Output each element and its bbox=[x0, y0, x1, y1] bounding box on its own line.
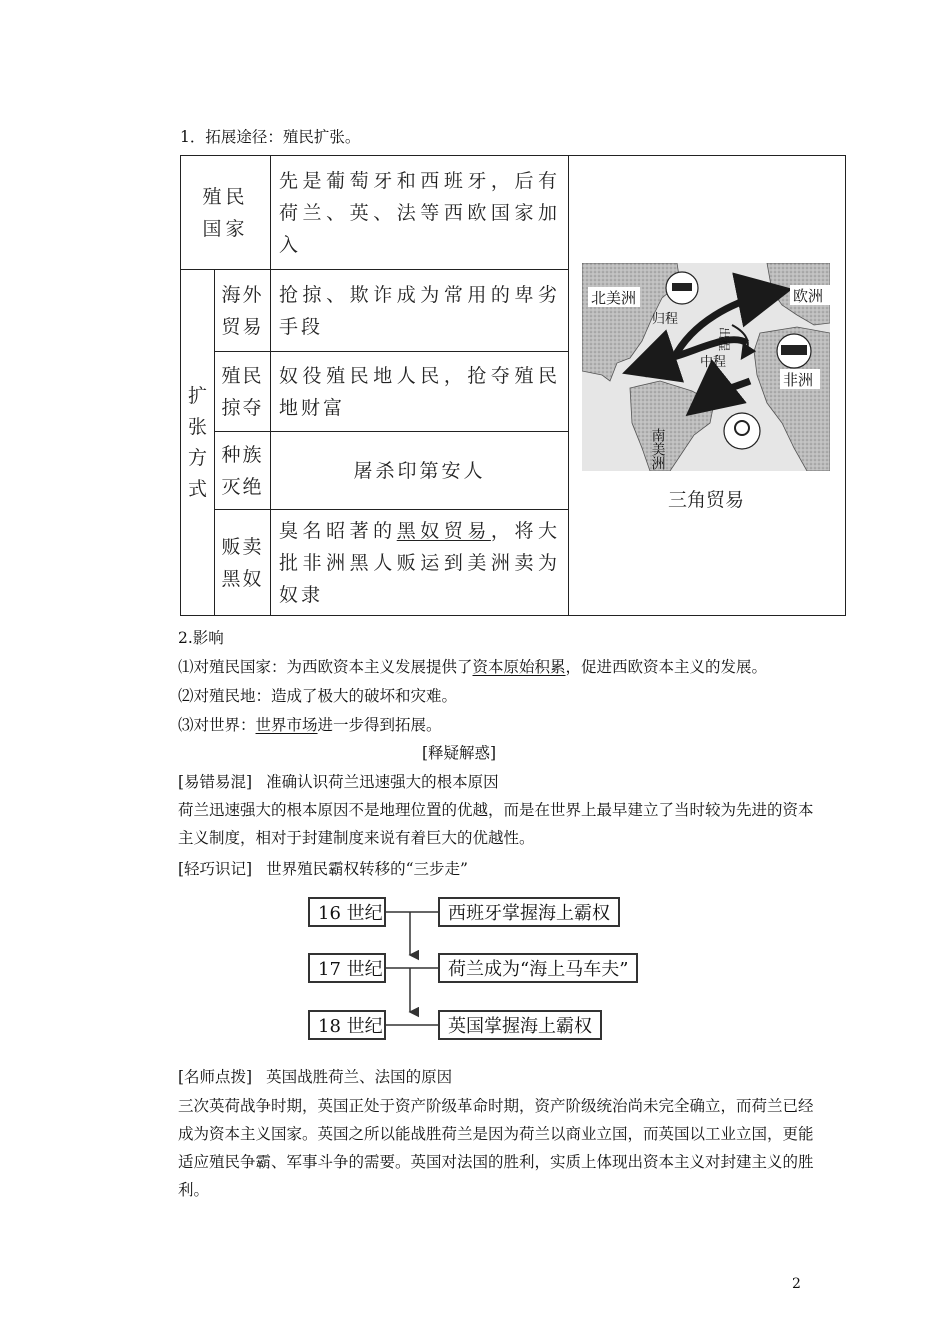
event-box-spain: 西班牙掌握海上霸权 bbox=[438, 897, 620, 927]
tip-confusion-body: 荷兰迅速强大的根本原因不是地理位置的优越，而是在世界上最早建立了当时较为先进的资本主义制度，相对于封建制度来说有着巨大的优越性。 bbox=[178, 801, 814, 847]
impact-item-3: ⑶对世界：世界市场进一步得到拓展。 bbox=[178, 716, 442, 734]
cell-genocide-content: 屠杀印第安人 bbox=[271, 432, 569, 510]
page-number: 2 bbox=[792, 1276, 801, 1292]
map-label-middle: 中程 bbox=[700, 354, 727, 369]
slave-trade-term: 黑奴贸易 bbox=[396, 519, 491, 542]
event-box-britain: 英国掌握海上霸权 bbox=[438, 1010, 602, 1040]
cell-colonial-countries-content: 先是葡萄牙和西班牙，后有荷兰、英、法等西欧国家加入 bbox=[271, 156, 569, 270]
section-title-impact: 2.影响 bbox=[178, 629, 224, 647]
century-box-18: 18 世纪 bbox=[308, 1010, 386, 1040]
map-label-outbound: 出程 bbox=[717, 327, 731, 352]
cell-genocide-label: 种族灭绝 bbox=[215, 432, 271, 510]
impact-item-1: ⑴对殖民国家：为西欧资本主义发展提供了资本原始积累，促进西欧资本主义的发展。 bbox=[178, 658, 768, 676]
cell-expansion-methods-label: 扩张方式 bbox=[181, 270, 215, 616]
tip-teacher: [名师点拨] 英国战胜荷兰、法国的原因 bbox=[178, 1068, 453, 1086]
map-label-europe: 欧洲 bbox=[793, 289, 824, 305]
goods-icon bbox=[672, 283, 692, 291]
cell-colonial-countries-label: 殖民国家 bbox=[181, 156, 271, 270]
section-title-expansion: 1．拓展途径：殖民扩张。 bbox=[180, 128, 361, 146]
world-market-term: 世界市场 bbox=[255, 716, 318, 734]
impact-item-2: ⑵对殖民地：造成了极大的破坏和灾难。 bbox=[178, 687, 458, 705]
triangle-trade-map bbox=[582, 263, 830, 471]
century-box-17: 17 世纪 bbox=[308, 953, 386, 983]
cell-slave-trade-label: 贩卖黑奴 bbox=[215, 510, 271, 616]
slave-ship-icon bbox=[781, 345, 807, 355]
cargo-bubble bbox=[724, 413, 760, 449]
map-label-north-america: 北美洲 bbox=[591, 291, 637, 307]
doubt-heading: [释疑解惑] bbox=[422, 744, 497, 762]
map-label-south-america: 南美洲 bbox=[649, 428, 665, 470]
map-label-africa: 非洲 bbox=[783, 373, 814, 389]
map-caption: 三角贸易 bbox=[667, 489, 744, 511]
flow-connectors bbox=[380, 905, 450, 1035]
tip-confusion: [易错易混] 准确认识荷兰迅速强大的根本原因 bbox=[178, 773, 499, 791]
cell-overseas-trade-label: 海外贸易 bbox=[215, 270, 271, 352]
tip-teacher-body: 三次英荷战争时期，英国正处于资产阶级革命时期，资产阶级统治尚未完全确立，而荷兰已经成为资本主义国家。英国之所以能战胜荷兰是因为荷兰以商业立国，而英国以工业立国，更能适应殖民争霸、军事斗争的需要。英国对法国的胜利，实质上体现出资本主义对封建主义的胜利。 bbox=[178, 1097, 814, 1199]
event-box-netherlands: 荷兰成为“海上马车夫” bbox=[438, 953, 638, 983]
cell-plunder-content: 奴役殖民地人民，抢夺殖民地财富 bbox=[271, 352, 569, 432]
map-graphic bbox=[582, 263, 830, 471]
map-label-return: 归程 bbox=[652, 311, 679, 326]
tip-memory: [轻巧识记] 世界殖民霸权转移的“三步走” bbox=[178, 860, 468, 878]
primitive-accumulation-term: 资本原始积累 bbox=[472, 658, 566, 676]
cell-overseas-trade-content: 抢掠、欺诈成为常用的卑劣手段 bbox=[271, 270, 569, 352]
century-box-16: 16 世纪 bbox=[308, 897, 386, 927]
cell-plunder-label: 殖民掠夺 bbox=[215, 352, 271, 432]
cell-slave-trade-content: 臭名昭著的黑奴贸易，将大批非洲黑人贩运到美洲卖为奴隶 bbox=[271, 510, 569, 616]
